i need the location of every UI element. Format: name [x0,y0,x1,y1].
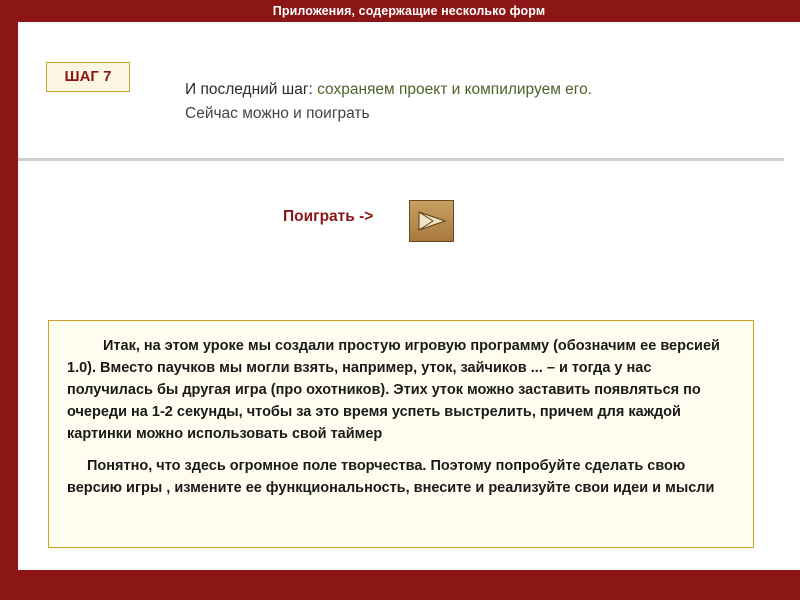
play-label: Поиграть -> [283,208,374,225]
application-exe-icon[interactable] [409,200,454,242]
intro-lead: И последний шаг: [185,81,313,98]
left-accent-bar [0,0,18,600]
summary-box [48,320,754,548]
intro-text [185,78,755,126]
summary-paragraph-1: Итак, на этом уроке мы создали простую игровую программу (обозначим ее версией 1.0). Вместо паучков мы могли взять, например, уток, зайчиков ... – и тогда у нас получилась бы другая игра (про охотников). Этих уток можно заставить появляться по очереди на 1-2 секунды, чтобы за это время успеть выстрелить, причем для каждой картинки можно использовать свой таймер [67,338,720,442]
horizontal-divider [18,158,784,161]
summary-paragraph-2: Понятно, что здесь огромное поле творчества. Поэтому попробуйте сделать свою версию игры , измените ее функциональность, внесите и реализуйте свои идеи и мысли [67,458,715,496]
bottom-accent-bar [0,570,800,600]
intro-accent: сохраняем проект и компилируем его. [312,81,593,98]
step-badge: ШАГ 7 [46,62,130,92]
intro-second-line: Сейчас можно и поиграть [185,105,370,122]
page-title: Приложения, содержащие несколько форм [272,4,546,18]
